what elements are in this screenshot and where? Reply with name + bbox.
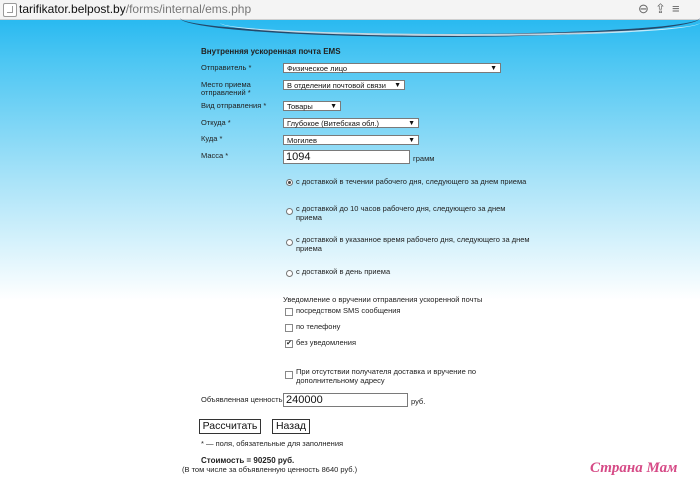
form-title: Внутренняя ускоренная почта EMS	[201, 47, 341, 56]
place-select[interactable]	[283, 80, 405, 90]
url-domain: tarifikator.belpost.by	[19, 2, 126, 16]
declared-value-label: Объявленная ценность	[201, 395, 283, 404]
notify-phone-checkbox[interactable]	[285, 324, 293, 332]
cost-note: (В том числе за объявленную ценность 8640 руб.)	[182, 465, 358, 474]
place-select-value: В отделении почтовой связи	[287, 81, 386, 90]
type-select[interactable]	[283, 101, 341, 111]
delivery-option-4: с доставкой в день приема	[296, 267, 391, 276]
menu-icon[interactable]: ≡	[672, 1, 680, 16]
from-label: Откуда *	[201, 118, 231, 127]
notify-header: Уведомление о вручении отправления ускоренной почты	[283, 295, 483, 304]
from-select-value: Глубокое (Витебская обл.)	[287, 119, 380, 128]
absent-address-label-line2: дополнительному адресу	[296, 376, 385, 385]
to-select[interactable]	[283, 135, 419, 145]
calculate-button[interactable]: Рассчитать	[199, 419, 261, 434]
page-icon	[3, 3, 17, 17]
required-note: * — поля, обязательные для заполнения	[201, 439, 344, 448]
delivery-radio-3[interactable]	[286, 239, 293, 246]
chevron-down-icon: ▼	[408, 137, 415, 144]
notify-none-label: без уведомления	[296, 338, 357, 347]
place-label-line1: Место приема	[201, 80, 251, 89]
absent-address-label-line1: При отсутствии получателя доставка и вручение по	[296, 367, 477, 376]
notify-sms-label: посредством SMS сообщения	[296, 306, 401, 315]
chevron-down-icon: ▼	[490, 65, 497, 72]
delivery-option-3-line1: с доставкой в указанное время рабочего дня, следующего за днем	[296, 235, 530, 244]
watermark-logo: Страна Мам	[590, 460, 678, 476]
place-label-line2: отправлений *	[201, 88, 251, 97]
absent-address-checkbox[interactable]	[285, 371, 293, 379]
chevron-down-icon: ▼	[330, 103, 337, 110]
share-icon[interactable]: ⇪	[655, 1, 666, 16]
delivery-radio-2[interactable]	[286, 208, 293, 215]
delivery-option-3-line2: приема	[296, 244, 322, 253]
to-label: Куда *	[201, 134, 223, 143]
type-select-value: Товары	[287, 102, 313, 111]
notify-none-checkbox[interactable]	[285, 340, 293, 348]
cost-result: Стоимость = 90250 руб.	[201, 456, 295, 465]
checkmark-icon: ✔	[286, 340, 292, 347]
declared-value-input[interactable]: 240000	[283, 393, 408, 407]
notify-phone-label: по телефону	[296, 322, 341, 331]
chevron-down-icon: ▼	[408, 120, 415, 127]
from-select[interactable]	[283, 118, 419, 128]
mass-input[interactable]: 1094	[283, 150, 410, 164]
delivery-radio-4[interactable]	[286, 270, 293, 277]
mass-label: Масса *	[201, 151, 229, 160]
delivery-option-1: с доставкой в течении рабочего дня, следующего за днем приема	[296, 177, 527, 186]
back-button[interactable]: Назад	[272, 419, 310, 434]
sender-label: Отправитель *	[201, 63, 252, 72]
sender-select-value: Физическое лицо	[287, 64, 348, 73]
to-select-value: Могилев	[287, 136, 317, 145]
mass-unit: грамм	[413, 154, 435, 163]
type-label: Вид отправления *	[201, 101, 267, 110]
declared-value-unit: руб.	[411, 397, 426, 406]
notify-sms-checkbox[interactable]	[285, 308, 293, 316]
delivery-radio-1[interactable]	[286, 179, 293, 186]
delivery-option-2-line1: с доставкой до 10 часов рабочего дня, следующего за днем	[296, 204, 506, 213]
url-path: /forms/internal/ems.php	[125, 2, 252, 16]
delivery-option-2-line2: приема	[296, 213, 322, 222]
minus-circle-icon[interactable]: ⊖	[638, 1, 649, 16]
sender-select[interactable]	[283, 63, 501, 73]
chevron-down-icon: ▼	[394, 82, 401, 89]
